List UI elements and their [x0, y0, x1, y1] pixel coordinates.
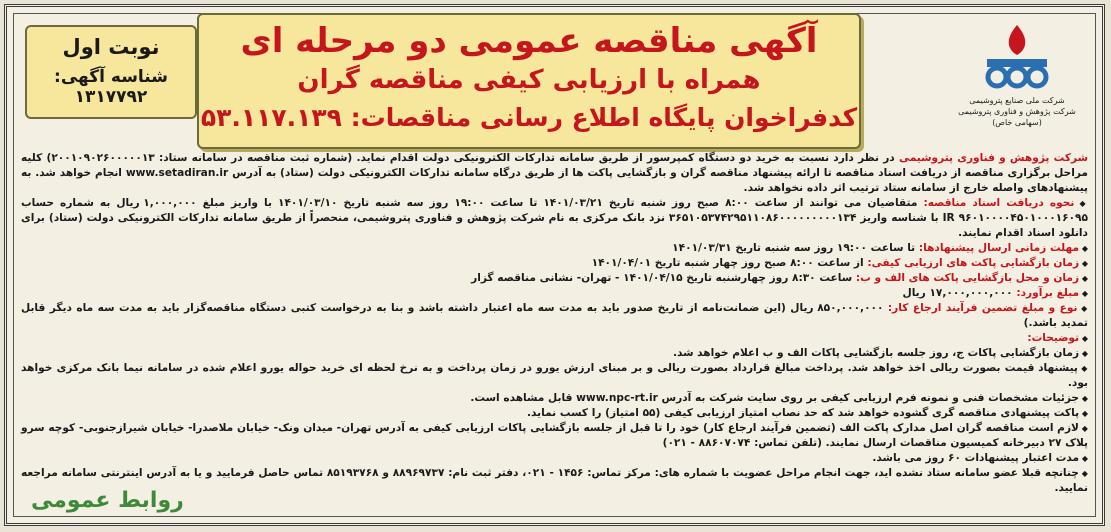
npc-link[interactable]: www.npc-rt.ir	[576, 392, 658, 404]
item2-text: تا ساعت ۱۹:۰۰ روز سه شنبه تاریخ ۱۴۰۱/۰۳/۳۱	[672, 242, 916, 254]
item4-label: زمان و محل بازگشایی پاکت های الف و ب:	[855, 272, 1080, 284]
page-subtitle: همراه با ارزیابی کیفی مناقصه گران	[297, 65, 761, 95]
note-3	[21, 391, 1088, 406]
item-estimate	[21, 286, 1088, 301]
intro-text: در نظر دارد نسبت به خرید دو دستگاه کمپرسور از طریق سامانه تدارکات الکترونیکی دولت اقدام نماید. (شماره ثبت مناقصه در سامانه ستاد: ۲۰۰۱۰۹۰۲۶۰۰۰۰۰۱۳) کلیه مراحل برگزاری مناقصه از دریافت اسناد مناقصه تا ارائه پیشنهاد مناقصه گران و بازگشایی پاکت ها از طریق درگاه سامانه تدارکات الکترونیکی دولت (ستاد) به آدرس	[21, 152, 1088, 179]
note-5: ◆ لازم است مناقصه گران اصل مدارک پاکت الف (تضمین فرآیند ارجاع کار) خود را تا قبل از جلسه بازگشایی پاکات ارزیابی کیفی به آدرس تهران- میدان ونک- خیابان ملاصدرا- خیابان شیرازجنوبی- کوچه سرو پلاک ۲۷ دبیرخانه کمیسیون مناقصات ارسال نمایند. (تلفن تماس: ۸۸۶۰۷۰۷۴ - ۰۲۱)	[21, 421, 1088, 451]
item-deadline	[21, 241, 1088, 256]
petrochemical-logo-icon	[977, 21, 1057, 91]
item6-text: ۸۵۰,۰۰۰,۰۰۰ ریال (این ضمانت‌نامه از تاریخ صدور باید به مدت سه ماه اعتبار داشته باشد و بنا به درخواست کتبی دستگاه مناقصه‌گزار باید به مدت سه ماه دیگر قابل تمدید باشد.)	[21, 302, 1088, 329]
setad-link[interactable]: www.setadiran.ir	[125, 167, 229, 179]
public-relations-signature: روابط عمومی	[31, 488, 184, 513]
item2-label: مهلت زمانی ارسال پیشنهادها:	[918, 242, 1080, 254]
note-6: ◆ مدت اعتبار پیشنهادات ۶۰ روز می باشد.	[21, 451, 1088, 466]
note-2: ◆ پیشنهاد قیمت بصورت ریالی اخذ خواهد شد. پرداخت مبالغ قرارداد بصورت ریالی و بر مبنای ارزش یورو در زمان پرداخت و به نرخ لحظه ای خرید حواله یورو اعلام شده در سامانه نیما بانک مرکزی خواهد بود.	[21, 361, 1088, 391]
notice-round: نوبت اول	[62, 35, 160, 59]
page-title: آگهی مناقصه عمومی دو مرحله ای	[240, 21, 818, 61]
title-box	[197, 13, 861, 149]
notice-info-box	[25, 25, 197, 119]
item1-text: متقاضیان می توانند از ساعت ۸:۰۰ صبح روز شنبه تاریخ ۱۴۰۱/۰۳/۲۱ تا ساعت ۱۹:۰۰ روز سه شنبه تاریخ ۱۴۰۱/۰۳/۱۰ با واریز مبلغ ۱,۰۰۰,۰۰۰ ریال به شماره حساب ۹۶۰۱۰۰۰۰۴۵۰۱۰۰۰۱۶۰۹۵ IR با شناسه واریز ۳۶۵۱۰۵۳۷۴۲۹۵۱۱۰۸۶۰۰۰۰۰۰۰۰۰۱۳۴ نزد بانک مرکزی به نام شرکت پژوهش و فناوری پتروشیمی، منحصراً از طریق سامانه تدارکات الکترونیکی دولت (ستاد) برای دانلود اسناد اقدام نمایند.	[21, 197, 1088, 239]
tender-code: کدفراخوان پایگاه اطلاع رسانی مناقصات: ۵۳.۱۱۷.۱۳۹	[200, 103, 858, 132]
item3-text: از ساعت ۸:۰۰ صبح روز چهار شنبه تاریخ ۱۴۰۱/۰۴/۰۱	[591, 257, 864, 269]
note3-tail: قابل مشاهده است.	[470, 392, 573, 404]
item5-label: مبلغ برآورد:	[1016, 287, 1080, 299]
note-7: ◆ چنانچه قبلا عضو سامانه ستاد نشده اید، جهت انجام مراحل عضویت با شماره های: مرکز تماس: ۱۴۵۶ - ۰۲۱، دفتر ثبت نام: ۸۸۹۶۹۷۳۷ و ۸۵۱۹۳۷۶۸ تماس حاصل فرمایید و یا به آدرس اینترنتی سامانه مراجعه نمایید.	[21, 466, 1088, 496]
company-logo	[952, 21, 1082, 131]
item-documents	[21, 196, 1088, 241]
item5-text: ۱۷,۰۰۰,۰۰۰,۰۰۰ ریال	[902, 287, 1013, 299]
item-guarantee	[21, 301, 1088, 331]
item-quality-opening	[21, 256, 1088, 271]
intro-tail: انجام خواهد شد. به پیشنهادهای واصله خارج از سامانه ستاد ترتیب اثر داده نخواهد شد.	[21, 167, 1088, 194]
item6-label: نوع و مبلغ تضمین فرآیند ارجاع کار:	[887, 302, 1078, 314]
note3-text: جزئیات مشخصات فنی و نمونه فرم ارزیابی کیفی بر روی سایت شرکت به آدرس	[661, 392, 1080, 404]
notes-label: توضیحات:	[1027, 332, 1080, 344]
note-1: ◆ زمان بازگشایی پاکات ج، روز جلسه بازگشایی پاکات الف و ب اعلام خواهد شد.	[21, 346, 1088, 361]
intro-paragraph	[21, 151, 1088, 196]
item1-label: نحوه دریافت اسناد مناقصه:	[923, 197, 1075, 209]
note-4: ◆ پاکت پیشنهادی مناقصه گری گشوده خواهد شد که حد نصاب امتیاز ارزیابی کیفی (۵۵ امتیاز) را کسب نماید.	[21, 406, 1088, 421]
item-envelope-opening	[21, 271, 1088, 286]
notice-id: شناسه آگهی: ۱۳۱۷۷۹۲	[54, 67, 168, 107]
logo-caption-1: شرکت ملی صنایع پتروشیمی	[969, 96, 1065, 105]
logo-caption-2: شرکت پژوهش و فناوری پتروشیمی (سهامی خاص)	[958, 107, 1076, 127]
notice-page	[4, 4, 1105, 526]
item4-text: ساعت ۸:۳۰ روز چهارشنبه تاریخ ۱۴۰۱/۰۴/۱۵ - تهران- نشانی مناقصه گزار	[471, 272, 853, 284]
notice-body	[21, 151, 1088, 494]
company-name: شرکت پژوهش و فناوری پتروشیمی	[898, 152, 1088, 164]
item3-label: زمان بازگشایی پاکت های ارزیابی کیفی:	[867, 257, 1080, 269]
notes-heading	[21, 331, 1088, 346]
